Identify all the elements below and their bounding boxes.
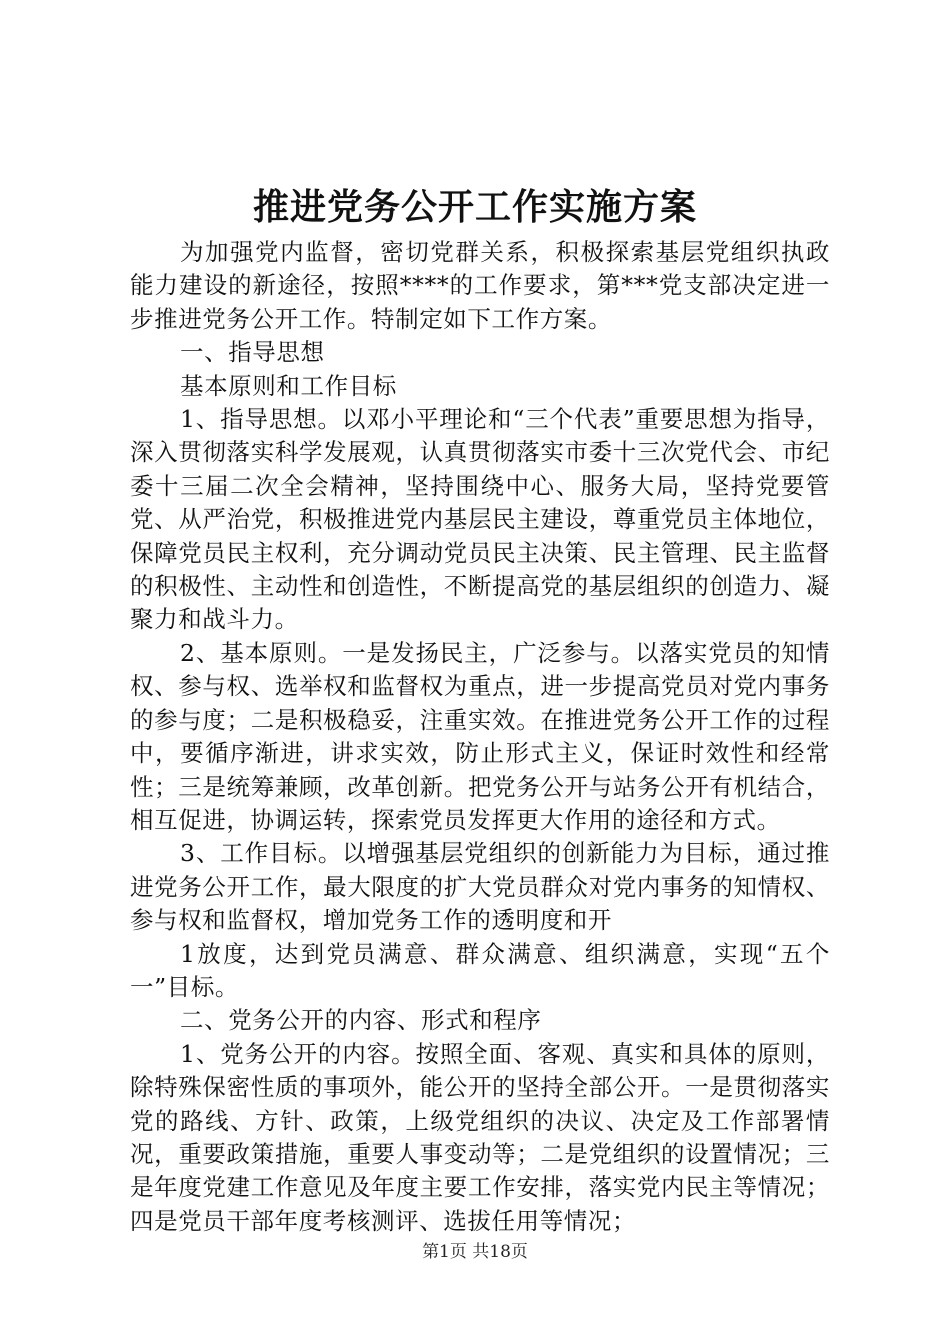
paragraph-work-goals: 3、工作目标。以增强基层党组织的创新能力为目标，通过推进党务公开工作，最大限度的扩大党员群众对党内事务的知情权、参与权和监督权，增加党务工作的透明度和开 (130, 839, 830, 935)
document-title: 推进党务公开工作实施方案 (252, 186, 697, 228)
heading-content-form-procedure: 二、党务公开的内容、形式和程序 (180, 1006, 542, 1035)
subheading-principles-goals: 基本原则和工作目标 (180, 371, 397, 400)
paragraph-basic-principles: 2、基本原则。一是发扬民主，广泛参与。以落实党员的知情权、参与权、选举权和监督权为重点，进一步提高党员对党内事务的参与度；二是积极稳妥，注重实效。在推进党务公开工作的过程中，要循序渐进，讲求实效，防止形式主义，保证时效性和经常性；三是统筹兼顾，改革创新。把党务公开与站务公开有机结合，相互促进，协调运转，探索党员发挥更大作用的途径和方式。 (130, 638, 830, 834)
paragraph-guiding-ideology: 1、指导思想。以邓小平理论和“三个代表”重要思想为指导，深入贯彻落实科学发展观，认真贯彻落实市委十三次党代会、市纪委十三届二次全会精神，坚持围绕中心、服务大局，坚持党要管党、从严治党，积极推进党内基层民主建设，尊重党员主体地位，保障党员民主权利，充分调动党员民主决策、民主管理、民主监督的积极性、主动性和创造性，不断提高党的基层组织的创造力、凝聚力和战斗力。 (130, 405, 830, 634)
paragraph-work-goals-continued: 1放度，达到党员满意、群众满意、组织满意，实现“五个一”目标。 (130, 939, 830, 1001)
heading-guiding-ideology: 一、指导思想 (180, 338, 325, 367)
document-body (130, 236, 830, 1238)
page-number-footer: 第1页 共18页 (422, 1242, 528, 1262)
paragraph-intro: 为加强党内监督，密切党群关系，积极探索基层党组织执政能力建设的新途径，按照****的工作要求，第***党支部决定进一步推进党务公开工作。特制定如下工作方案。 (130, 238, 830, 333)
paragraph-disclosure-content: 1、党务公开的内容。按照全面、客观、真实和具体的原则，除特殊保密性质的事项外，能公开的坚持全部公开。一是贯彻落实党的路线、方针、政策，上级党组织的决议、决定及工作部署情况，重要政策措施，重要人事变动等；二是党组织的设置情况；三是年度党建工作意见及年度主要工作安排，落实党内民主等情况；四是党员干部年度考核测评、选拔任用等情况； (130, 1039, 830, 1235)
